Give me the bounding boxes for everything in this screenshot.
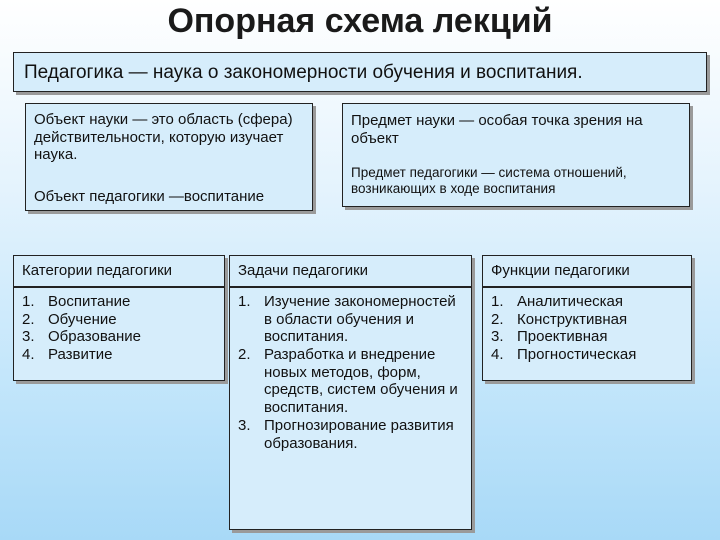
subject-of-science-text: Предмет науки — особая точка зрения на объект [351, 112, 643, 147]
item-text: Обучение [48, 310, 117, 328]
tasks-heading: Задачи педагогики [229, 255, 472, 287]
tasks-item [238, 346, 463, 417]
subject-box [342, 103, 690, 207]
functions-item [491, 293, 683, 311]
categories-item [22, 311, 216, 329]
item-number: 3. [22, 328, 35, 346]
functions-list [482, 287, 692, 381]
item-number: 1. [22, 293, 35, 310]
item-text: Воспитание [48, 293, 131, 310]
item-text: Аналитическая [517, 293, 624, 310]
tasks-item [238, 293, 463, 346]
tasks-list [229, 287, 472, 530]
item-text: Разработка и внедрение новых методов, форм, средств, систем обучения и воспитания. [264, 346, 458, 417]
subject-of-pedagogy-text: Предмет педагогики — система отношений, возникающих в ходе воспитания [351, 165, 627, 196]
object-of-pedagogy-text: Объект педагогики —воспитание [34, 188, 265, 205]
item-number: 4. [22, 346, 35, 364]
item-text: Прогнозирование развития образования. [264, 416, 454, 452]
item-text: Конструктивная [517, 310, 628, 328]
definition-box: Педагогика — наука о закономерности обучения и воспитания. [13, 52, 707, 92]
categories-list [13, 287, 225, 381]
item-text: Изучение закономерностей в области обучения и воспитания. [264, 293, 456, 346]
item-text: Развитие [48, 346, 113, 364]
item-number: 3. [491, 328, 504, 346]
item-text: Прогностическая [517, 346, 637, 364]
functions-item [491, 311, 683, 329]
page-title: Опорная схема лекций [167, 2, 553, 40]
categories-heading: Категории педагогики [13, 255, 225, 287]
object-of-science-text: Объект науки — это область (сфера) действительности, которую изучает наука. [34, 111, 293, 164]
item-number: 4. [491, 346, 504, 364]
tasks-item [238, 417, 463, 452]
functions-item [491, 328, 683, 346]
item-number: 2. [491, 310, 504, 328]
item-number: 2. [238, 346, 251, 364]
item-number: 3. [238, 416, 251, 434]
object-box [25, 103, 313, 211]
functions-heading: Функции педагогики [482, 255, 692, 287]
categories-item [22, 346, 216, 364]
item-text: Образование [48, 328, 141, 346]
item-number: 1. [491, 293, 504, 310]
categories-item [22, 293, 216, 311]
categories-item [22, 328, 216, 346]
item-number: 1. [238, 293, 251, 310]
functions-item [491, 346, 683, 364]
item-number: 2. [22, 310, 35, 328]
item-text: Проективная [517, 328, 608, 346]
